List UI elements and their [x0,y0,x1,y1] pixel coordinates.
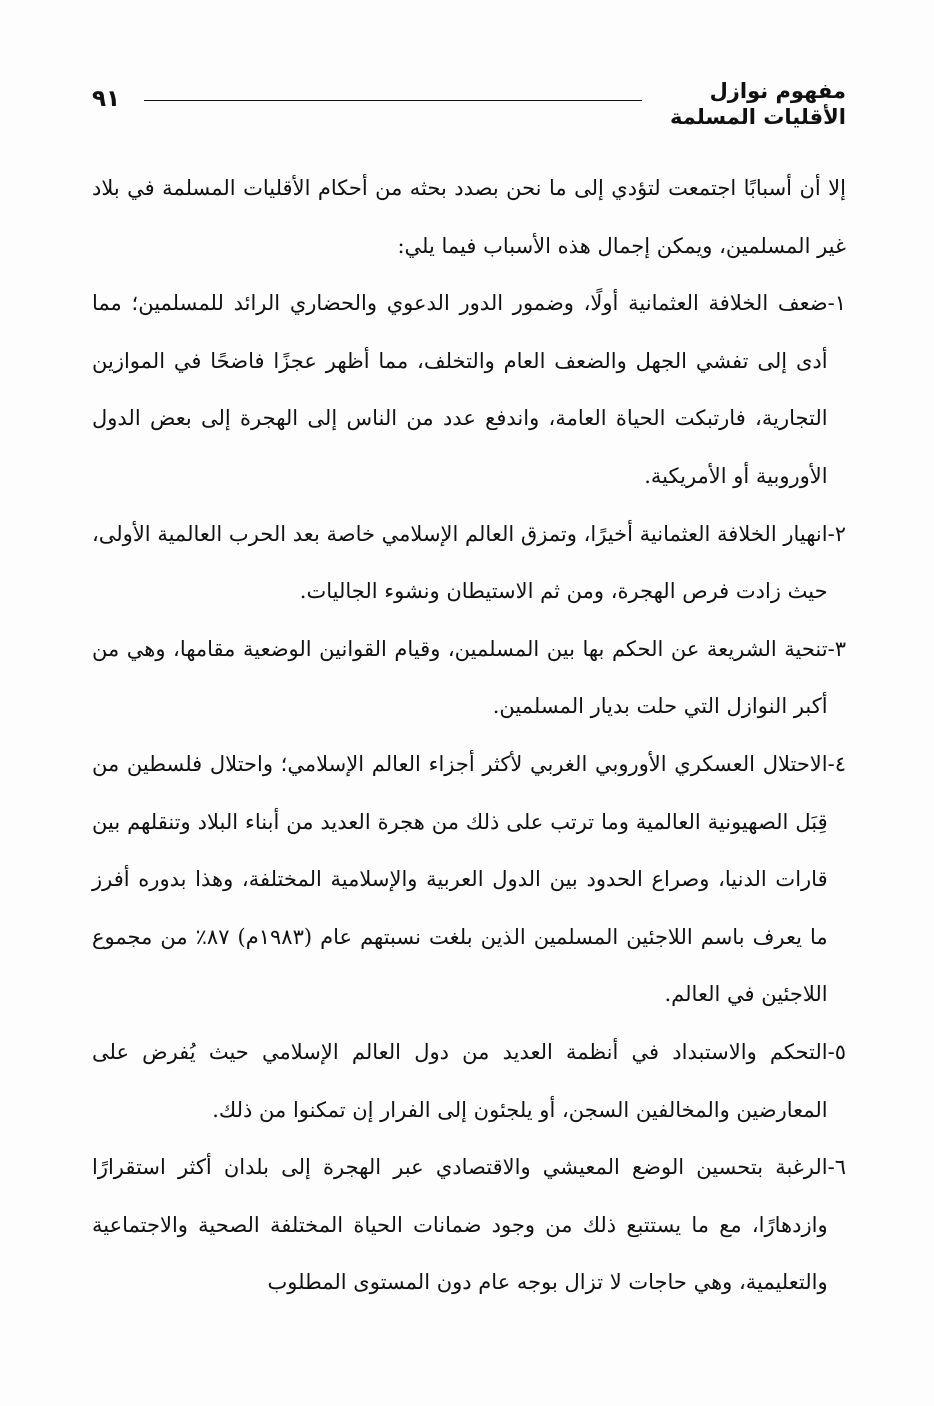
list-item-text: الاحتلال العسكري الأوروبي الغربي لأكثر أجزاء العالم الإسلامي؛ واحتلال فلسطين من قِبَل الصهيونية العالمية وما ترتب على ذلك من هجرة العديد من أبناء البلاد وتنقلهم بين قارات الدنيا، وصراع الحدود بين الدول العربية والإسلامية المختلفة، وهذا بدوره أفرز ما يعرف باسم اللاجئين المسلمين الذين بلغت نسبتهم عام (١٩٨٣م) ٨٧٪ من مجموع اللاجئين في العالم. [92,751,828,1007]
running-title [670,78,846,130]
list-item-text: تنحية الشريعة عن الحكم بها بين المسلمين، وقيام القوانين الوضعية مقامها، وهي من أكبر النوازل التي حلت بديار المسلمين. [92,636,828,719]
list-item-4 [92,736,846,1024]
list-item-number: ٦- [827,1155,846,1180]
body-text [92,160,846,1312]
list-item-number: ٤- [827,751,846,776]
list-item-2 [92,506,846,621]
running-title-line-2: الأقليات المسلمة [670,105,846,129]
list-item-text: انهيار الخلافة العثمانية أخيرًا، وتمزق العالم الإسلامي خاصة بعد الحرب العالمية الأولى، حيث زادت فرص الهجرة، ومن ثم الاستيطان ونشوء الجاليات. [92,521,828,604]
list-item-1 [92,275,846,505]
list-item-number: ١- [827,291,846,316]
header-rule [144,100,642,101]
intro-paragraph: إلا أن أسبابًا اجتمعت لتؤدي إلى ما نحن بصدد بحثه من أحكام الأقليات المسلمة في بلاد غير المسلمين، ويمكن إجمال هذه الأسباب فيما يلي: [92,176,846,258]
list-item-3 [92,621,846,736]
list-item-text: التحكم والاستبداد في أنظمة العديد من دول العالم الإسلامي حيث يُفرض على المعارضين والمخالفين السجن، أو يلجئون إلى الفرار إن تمكنوا من ذلك. [92,1039,828,1122]
running-title-line-1: مفهوم نوازل [709,79,846,103]
list-item-6 [92,1139,846,1312]
list-item-text: الرغبة بتحسين الوضع المعيشي والاقتصادي عبر الهجرة إلى بلدان أكثر استقرارًا وازدهارًا، مع ما يستتبع ذلك من وجود ضمانات الحياة المختلفة الصحية والاجتماعية والتعليمية، وهي حاجات لا تزال بوجه عام دون المستوى المطلوب [92,1155,828,1295]
page-number: ٩١ [92,86,121,112]
running-header [92,78,846,140]
list-item-number: ٥- [827,1039,846,1064]
list-item-number: ٢- [827,521,846,546]
list-item-number: ٣- [827,636,846,661]
list-item-text: ضعف الخلافة العثمانية أولًا، وضمور الدور الدعوي والحضاري الرائد للمسلمين؛ مما أدى إلى تفشي الجهل والضعف العام والتخلف، مما أظهر عجزًا فاضحًا في الموازين التجارية، فارتبكت الحياة العامة، واندفع عدد من الناس إلى الهجرة إلى بعض الدول الأوروبية أو الأمريكية. [92,291,828,488]
list-item-5 [92,1024,846,1139]
